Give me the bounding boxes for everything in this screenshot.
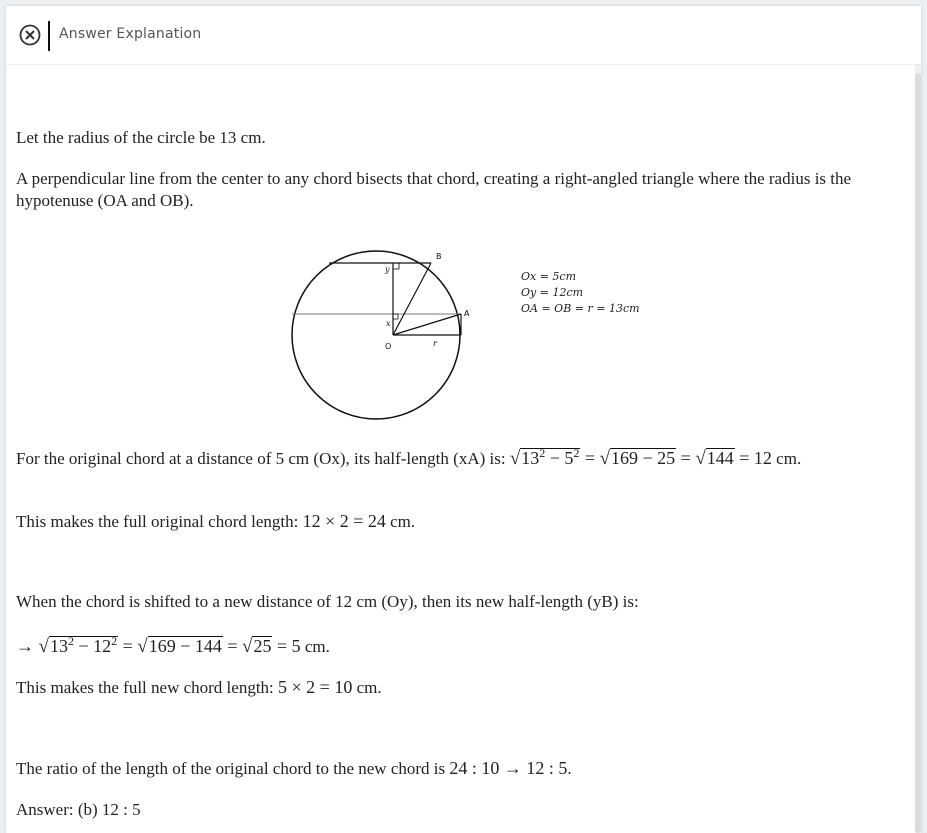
label-a: A xyxy=(464,309,470,318)
paragraph-ratio: The ratio of the length of the original chord to the new chord is 24 : 10 → 12 : 5. xyxy=(16,758,572,778)
label-r: r xyxy=(433,339,437,348)
math-sqrt-expression-new: → $√13^2 - 12^2 = √169 - 144 = √25 = 5$ xyxy=(16,634,301,657)
scrollbar-thumb[interactable] xyxy=(915,73,921,833)
scrollbar[interactable] xyxy=(915,65,921,833)
legend-line-3: OA = OB = r = 13cm xyxy=(521,302,640,315)
label-b: B xyxy=(436,252,442,261)
paragraph-original-half-length: For the original chord at a distance of 5 cm (Ox), its half-length (xA) is: $√13^2 - 5^2 = √169 - 25 = √144 = 12$ cm. xyxy=(16,446,802,469)
label-o: O xyxy=(385,342,392,351)
paragraph-radius: Let the radius of the circle be 13 cm. xyxy=(16,128,266,147)
legend-line-1: Ox = 5cm xyxy=(521,270,577,283)
answer-explanation-panel xyxy=(6,6,921,833)
panel-header xyxy=(6,6,921,65)
paragraph-perpendicular: A perpendicular line from the center to any chord bisects that chord, creating a right-angled triangle where the radius is the hypotenuse (OA and OB). xyxy=(16,169,852,210)
close-circle-icon[interactable] xyxy=(19,24,41,46)
paragraph-shifted-chord: When the chord is shifted to a new distance of 12 cm (Oy), then its new half-length (yB) is: xyxy=(16,592,639,611)
legend-line-2: Oy = 12cm xyxy=(521,286,584,299)
math-sqrt-expression: $√13^2 - 5^2 = √169 - 25 = √144 = 12$ xyxy=(509,446,772,469)
label-y: y xyxy=(385,265,390,274)
paragraph-new-full-length: This makes the full new chord length: 5 × 2 = 10 cm. xyxy=(16,677,382,697)
header-divider xyxy=(48,21,50,51)
paragraph-answer: Answer: (b) 12 : 5 xyxy=(16,800,141,819)
paragraph-new-half-length: → $√13^2 - 12^2 = √169 - 144 = √25 = 5$ cm. xyxy=(16,634,330,657)
label-x: x xyxy=(386,319,391,328)
panel-title: Answer Explanation xyxy=(59,26,202,42)
paragraph-original-full-length: This makes the full original chord length: 12 × 2 = 24 cm. xyxy=(16,511,416,531)
circle-diagram xyxy=(291,242,661,422)
